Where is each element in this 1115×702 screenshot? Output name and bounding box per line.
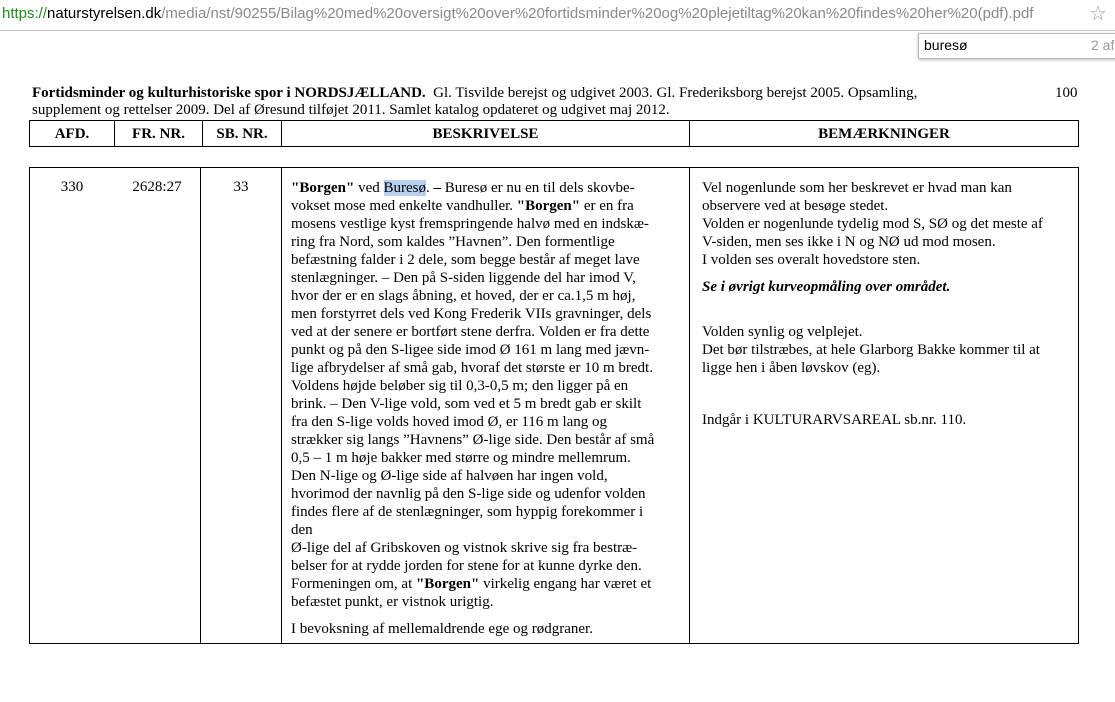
find-bar[interactable] bbox=[918, 33, 1115, 59]
description-line: fra den S-lige volds hoved imod Ø, er 116 m lang og bbox=[291, 414, 608, 430]
site-name: "Borgen" bbox=[516, 198, 581, 214]
url-host: naturstyrelsen.dk bbox=[47, 5, 162, 22]
description-line: punkt og på den S-ligee side imod Ø 161 m lang med jævn- bbox=[291, 342, 650, 358]
description-line: Den N-lige og Ø-lige side af halvøen har ingen vold, bbox=[291, 468, 608, 484]
spacer bbox=[702, 296, 1072, 323]
description-line: lige afbrydelser af små gab, hvoraf det største er 10 m bredt. bbox=[291, 360, 653, 376]
vegetation-note: I bevoksning af mellemaldrende ege og rødgraner. bbox=[291, 621, 593, 637]
column-header-afd: AFD. bbox=[54, 126, 90, 142]
remark-line: I volden ses overalt hovedstore sten. bbox=[702, 252, 921, 268]
text-fragment: virkelig engang har været et bbox=[479, 576, 652, 592]
description-cell bbox=[291, 179, 679, 638]
remark-line: Indgår i KULTURARVSAREAL sb.nr. 110. bbox=[702, 412, 967, 428]
description-line: befæstning falder i 2 dele, som begge består af meget lave bbox=[291, 252, 640, 268]
url-scheme: https:// bbox=[2, 5, 48, 22]
search-highlight: Buresø bbox=[383, 180, 426, 196]
text-fragment: ved bbox=[354, 180, 384, 196]
spacer bbox=[291, 611, 679, 620]
description-line: stenlægninger. – Den på S-siden liggende del har imod V, bbox=[291, 270, 636, 286]
table-row bbox=[29, 167, 1079, 644]
description-line bbox=[291, 179, 679, 197]
remark-line: Vel nogenlunde som her beskrevet er hvad man kan bbox=[702, 180, 1012, 196]
remark-line: Volden er nogenlunde tydelig mod S, SØ og det meste af bbox=[702, 216, 1043, 232]
afd-value: 330 bbox=[60, 179, 84, 195]
find-match-count: 2 af bbox=[1091, 37, 1115, 53]
text-fragment: – bbox=[429, 180, 445, 196]
text-fragment: Formeningen om, at bbox=[291, 576, 416, 592]
description-line: hvor der er en slags åbning, et hoved, der er ca.1,5 m høj, bbox=[291, 288, 636, 304]
site-name: "Borgen" bbox=[291, 180, 355, 196]
url-path: /media/nst/90255/Bilag%20med%20oversigt%20over%20fortidsminder%20og%20plejetiltag%20kan%20findes%20her%20(pdf).pdf bbox=[161, 5, 1034, 22]
text-fragment: er en fra bbox=[580, 198, 634, 214]
description-line: hvorimod der navnlig på den S-lige side og udenfor volden bbox=[291, 486, 646, 502]
document-subtitle-line2: supplement og rettelser 2009. Del af Øresund tilføjet 2011. Samlet katalog opdateret og udgivet maj 2012. bbox=[32, 102, 670, 118]
spacer bbox=[702, 269, 1072, 278]
description-line: Voldens højde beløber sig til 0,3-0,5 m; den ligger på en bbox=[291, 378, 629, 394]
description-line: mosens vestlige kyst fremspringende halvø med en indskæ- bbox=[291, 216, 649, 232]
fr-nr-value: 2628:27 bbox=[132, 179, 182, 195]
description-line: men forstyrret dels ved Kong Frederik VIIs gravninger, dels bbox=[291, 306, 652, 322]
remark-line: V-siden, men ses ikke i N og NØ ud mod mosen. bbox=[702, 234, 996, 250]
site-name: "Borgen" bbox=[415, 576, 480, 592]
description-line: Ø-lige del af Gribskoven og vistnok skrive sig fra bestræ- bbox=[291, 540, 638, 556]
description-line: befæstet punkt, er vistnok urigtig. bbox=[291, 594, 494, 610]
address-bar[interactable] bbox=[0, 0, 1115, 31]
column-divider bbox=[689, 168, 690, 643]
text-fragment: . bbox=[426, 180, 430, 196]
description-line bbox=[291, 197, 679, 215]
survey-reference: Se i øvrigt kurveopmåling over området. bbox=[702, 279, 951, 295]
remark-line: Det bør tilstræbes, at hele Glarborg Bakke kommer til at bbox=[702, 342, 1040, 358]
column-divider bbox=[281, 168, 282, 643]
description-line: ved at der senere er bortført stene derfra. Volden er fra dette bbox=[291, 324, 650, 340]
bookmark-star-icon[interactable]: ☆ bbox=[1089, 3, 1107, 25]
find-input[interactable]: buresø bbox=[924, 37, 968, 53]
sb-nr-value: 33 bbox=[233, 179, 249, 195]
document-title: Fortidsminder og kulturhistoriske spor i NORDSJÆLLAND. bbox=[32, 85, 426, 101]
text-fragment: vokset mose med enkelte vandhuller. bbox=[291, 198, 517, 214]
remark-line: observere ved at besøge stedet. bbox=[702, 198, 889, 214]
remarks-cell bbox=[702, 179, 1072, 429]
description-line: den bbox=[291, 522, 313, 538]
document-subtitle-line1: Gl. Tisvilde berejst og udgivet 2003. Gl. Frederiksborg berejst 2005. Opsamling, bbox=[433, 85, 918, 101]
page-number: 100 bbox=[1055, 85, 1078, 101]
description-line: 0,5 – 1 m høje bakker med større og mindre mellemrum. bbox=[291, 450, 631, 466]
description-line: ring fra Nord, som kaldes ”Havnen”. Den formentlige bbox=[291, 234, 615, 250]
column-header-fr-nr: FR. NR. bbox=[132, 126, 185, 142]
description-line: findes flere af de stenlægninger, som hyppig forekommer i bbox=[291, 504, 644, 520]
description-line: brink. – Den V-lige vold, som ved et 5 m bredt gab er skilt bbox=[291, 396, 642, 412]
column-header-sb-nr: SB. NR. bbox=[216, 126, 268, 142]
description-line: strækker sig langs ”Havnens” Ø-lige side. Den består af små bbox=[291, 432, 655, 448]
column-header-bemaerkninger: BEMÆRKNINGER bbox=[818, 126, 950, 142]
text-fragment: Buresø er nu en til dels skovbe- bbox=[444, 180, 635, 196]
description-line bbox=[291, 575, 679, 593]
column-header-row bbox=[29, 120, 1079, 147]
column-divider bbox=[200, 168, 201, 643]
spacer bbox=[702, 377, 1072, 411]
column-header-beskrivelse: BESKRIVELSE bbox=[432, 126, 539, 142]
remark-line: ligge hen i åben løvskov (eg). bbox=[702, 360, 881, 376]
description-line: belser for at rydde jorden for stene for at kunne dyrke den. bbox=[291, 558, 642, 574]
document-header bbox=[32, 85, 982, 119]
remark-line: Volden synlig og velplejet. bbox=[702, 324, 863, 340]
